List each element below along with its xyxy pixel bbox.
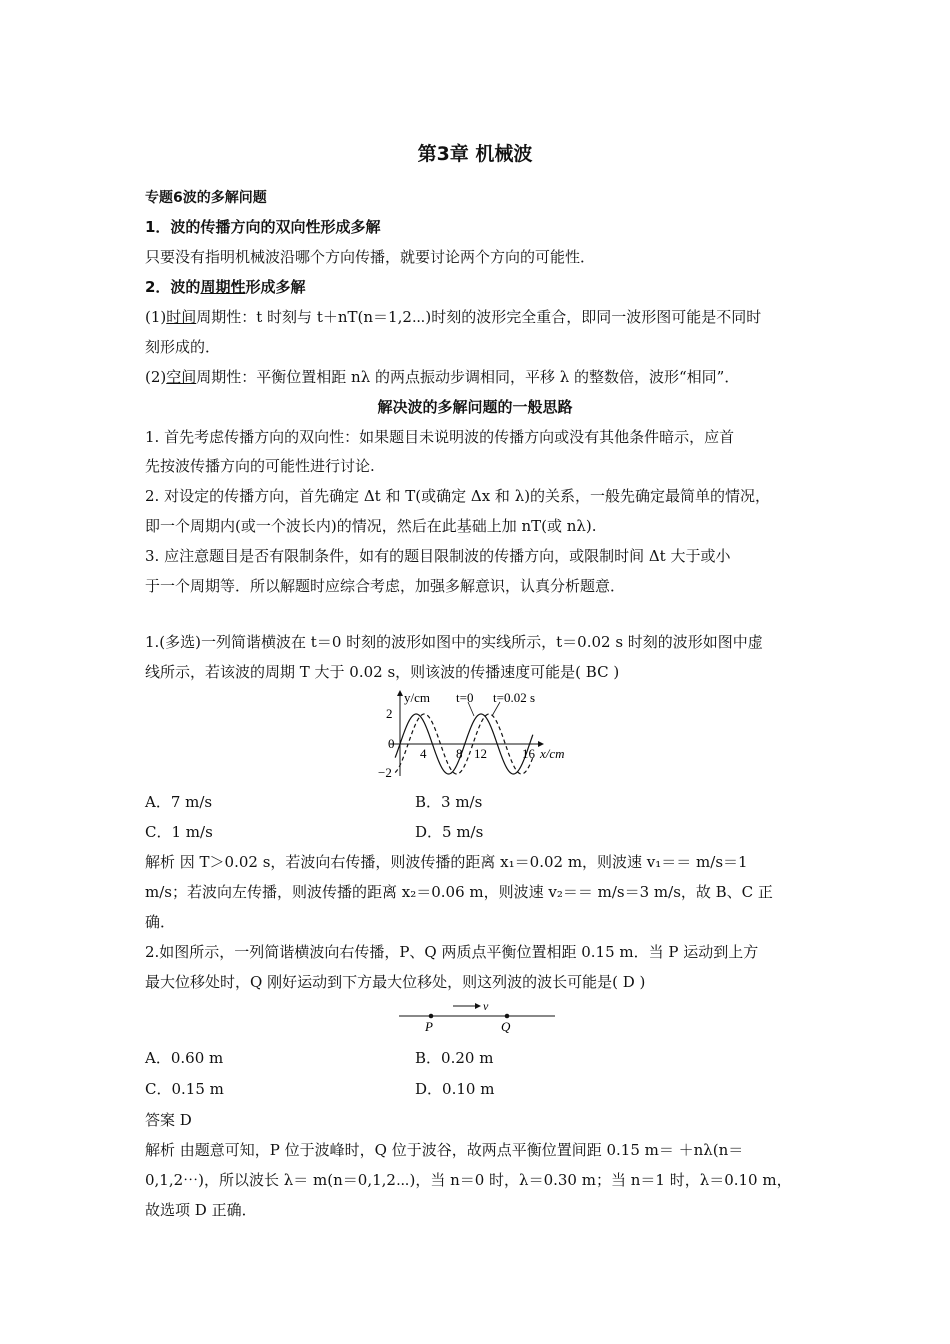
p1-body: 周期性：t 时刻与 t＋nT(n＝1,2⋯)时刻的波形完全重合，即同一波形图可能是不同时 <box>196 308 762 326</box>
label-t1: t=0.02 s <box>493 690 536 705</box>
q1-explanation-2: m/s；若波向左传播，则波传播的距离 x₂＝0.06 m，则波速 v₂＝＝ m/s＝3 m/s，故 B、C 正 <box>145 883 773 901</box>
p1-underlined: 时间 <box>166 308 197 326</box>
guide-3a: 3. 应注意题目是否有限制条件，如有的题目限制波的传播方向，或限制时间 Δt 大于或小 <box>145 547 731 565</box>
y-tick-neg2: −2 <box>378 765 392 780</box>
guide-1a: 1. 首先考虑传播方向的双向性：如果题目未说明波的传播方向或没有其他条件暗示，应首 <box>145 428 735 446</box>
q2-option-d: D．0.10 m <box>415 1080 495 1098</box>
q2-option-b: B．0.20 m <box>415 1049 494 1067</box>
time-periodicity-cont: 刻形成的． <box>145 338 221 356</box>
section-1-body: 只要没有指明机械波沿哪个方向传播，就要讨论两个方向的可能性． <box>145 248 596 266</box>
q2-explanation-3: 故选项 D 正确． <box>145 1201 257 1219</box>
q1-option-a: A．7 m/s <box>145 793 213 811</box>
y-axis-arrow <box>397 690 403 696</box>
question-2-line-1: 2.如图所示，一列简谐横波向右传播，P、Q 两质点平衡位置相距 0.15 m．当 P 运动到上方 <box>145 943 759 961</box>
x-tick-4: 4 <box>420 746 427 761</box>
q2-explanation-1: 解析 由题意可知，P 位于波峰时，Q 位于波谷，故两点平衡位置间距 0.15 m＝ ＋nλ(n＝ <box>145 1141 744 1159</box>
wave-figure-2 <box>395 998 560 1034</box>
label-q: Q <box>501 1019 511 1034</box>
general-approach-heading: 解决波的多解问题的一般思路 <box>377 398 573 416</box>
label-p: P <box>425 1019 433 1034</box>
wave-figure-1 <box>350 688 580 780</box>
y-tick-2: 2 <box>386 706 393 721</box>
question-1-line-2: 线所示，若该波的周期 T 大于 0.02 s，则该波的传播速度可能是( BC ) <box>145 663 620 681</box>
guide-1b: 先按波传播方向的可能性进行讨论. <box>145 457 375 475</box>
q1-option-c: C．1 m/s <box>145 823 213 841</box>
p2-underlined: 空间 <box>166 368 197 386</box>
section-2-heading <box>145 277 305 297</box>
question-1-line-1: 1.(多选)一列简谐横波在 t＝0 时刻的波形如图中的实线所示，t＝0.02 s 时刻的波形如图中虚 <box>145 633 763 651</box>
velocity-label: v <box>483 999 489 1013</box>
space-periodicity <box>145 367 739 387</box>
x-tick-16: 16 <box>522 746 535 761</box>
guide-2a: 2. 对设定的传播方向，首先确定 Δt 和 T(或确定 Δx 和 λ)的关系，一般先确定最简单的情况， <box>145 487 771 505</box>
section-2-underlined: 周期性 <box>200 278 246 296</box>
q2-answer: 答案 D <box>145 1111 192 1129</box>
p2-body: 周期性：平衡位置相距 nλ 的两点振动步调相同，平移 λ 的整数倍，波形“相同”． <box>196 368 740 386</box>
section-1-heading: 1．波的传播方向的双向性形成多解 <box>145 218 381 236</box>
velocity-arrowhead <box>475 1003 481 1009</box>
guide-3b: 于一个周期等．所以解题时应综合考虑，加强多解意识，认真分析题意． <box>145 577 626 595</box>
y-tick-0: 0 <box>388 736 395 751</box>
p1-prefix: (1) <box>145 308 167 326</box>
time-periodicity <box>145 307 761 327</box>
q1-explanation-1: 解析 因 T＞0.02 s，若波向右传播，则波传播的距离 x₁＝0.02 m，则波速 v₁＝＝ m/s＝1 <box>145 853 748 871</box>
point-q <box>505 1014 510 1019</box>
x-tick-8: 8 <box>456 746 463 761</box>
p2-prefix: (2) <box>145 368 167 386</box>
question-2-line-2: 最大位移处时，Q 刚好运动到下方最大位移处，则这列波的波长可能是( D ) <box>145 973 646 991</box>
guide-2b: 即一个周期内(或一个波长内)的情况，然后在此基础上加 nT(或 nλ). <box>145 517 597 535</box>
q2-explanation-2: 0,1,2⋯)，所以波长 λ＝ m(n＝0,1,2⋯)，当 n＝0 时，λ＝0.30 m；当 n＝1 时，λ＝0.10 m， <box>145 1171 792 1189</box>
q1-option-d: D．5 m/s <box>415 823 484 841</box>
q2-option-a: A．0.60 m <box>145 1049 224 1067</box>
label-t0: t=0 <box>456 690 474 705</box>
section-2-pre: 2．波的 <box>145 278 201 296</box>
q2-option-c: C．0.15 m <box>145 1080 224 1098</box>
q1-explanation-3: 确． <box>145 913 176 931</box>
topic-heading: 专题6波的多解问题 <box>145 190 267 206</box>
point-p <box>429 1014 434 1019</box>
section-2-post: 形成多解 <box>245 278 306 296</box>
y-axis-label: y/cm <box>404 690 430 705</box>
x-tick-12: 12 <box>474 746 487 761</box>
x-axis-label: x/cm <box>540 746 565 761</box>
page-title: 第3章 机械波 <box>417 143 533 165</box>
q1-option-b: B．3 m/s <box>415 793 483 811</box>
